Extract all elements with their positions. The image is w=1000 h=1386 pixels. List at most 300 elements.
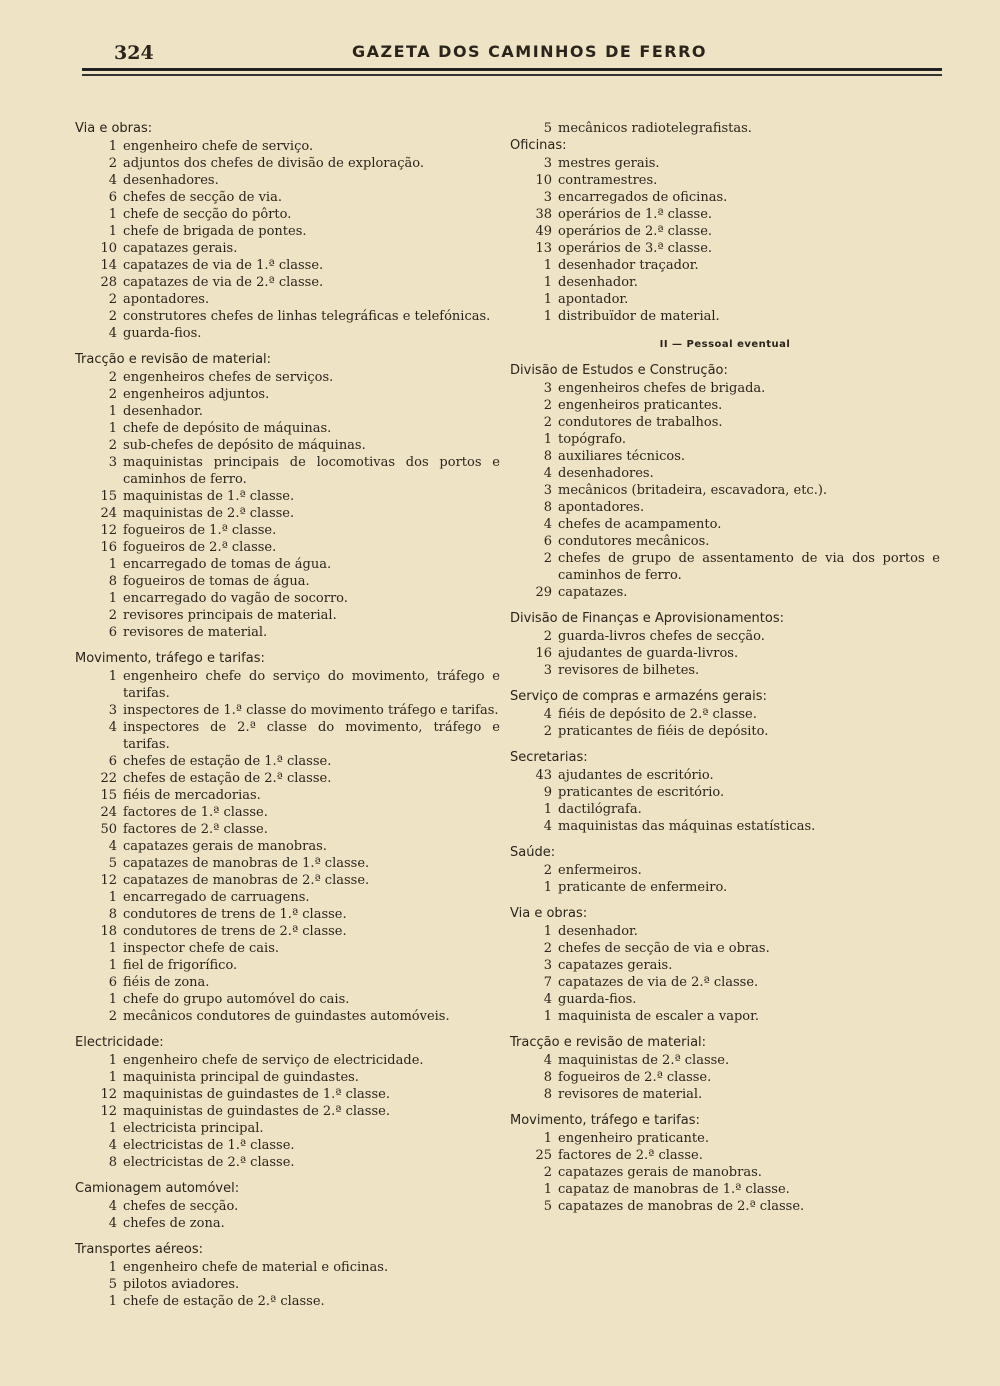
item-text: maquinista de escaler a vapor. [558,1009,760,1024]
right-column [510,120,940,1224]
section-title: Tracção e revisão de material: [510,1035,707,1050]
item-count: 8 [543,449,552,464]
item-count: 16 [100,540,117,555]
list-item [510,1198,940,1215]
list-item [510,448,940,465]
item-count: 2 [543,724,552,739]
item-count: 4 [543,992,552,1007]
list-item [75,607,500,624]
item-count: 1 [108,669,117,684]
item-text: chefes de secção. [123,1199,239,1214]
item-text: desenhador. [123,404,203,419]
list-item [75,573,500,590]
list-item [75,590,500,607]
section [510,844,940,896]
item-count: 9 [543,785,552,800]
item-count: 1 [543,924,552,939]
item-count: 38 [535,207,552,222]
list-item [510,1164,940,1181]
list-item [510,291,940,308]
section-title: Serviço de compras e armazéns gerais: [510,689,767,704]
list-item [510,1069,940,1086]
item-text: desenhador. [558,275,638,290]
list-item [75,437,500,454]
item-text: encarregados de oficinas. [558,190,728,205]
list-item [75,855,500,872]
item-count: 4 [108,720,117,735]
list-item [75,770,500,787]
list-item [75,702,500,719]
item-count: 3 [543,381,552,396]
list-item [75,906,500,923]
list-item [75,172,500,189]
section-title: Divisão de Estudos e Construção: [510,363,728,378]
list-item [510,818,940,835]
item-count: 1 [108,404,117,419]
item-text: capatazes de via de 2.ª classe. [123,275,324,290]
item-text: maquinistas principais de locomotivas dos portos e caminhos de ferro. [123,455,500,487]
item-text: capatazes gerais de manobras. [123,839,327,854]
item-text: apontadores. [123,292,210,307]
list-item [75,787,500,804]
item-count: 16 [535,646,552,661]
list-item [75,838,500,855]
item-count: 13 [535,241,552,256]
item-text: desenhador traçador. [558,258,699,273]
item-text: inspectores de 2.ª classe do movimento, tráfego e tarifas. [123,720,500,752]
list-item [75,369,500,386]
item-text: maquinistas de guindastes de 1.ª classe. [123,1087,390,1102]
list-item [510,223,940,240]
section-title: Electricidade: [75,1035,164,1050]
section-title: Oficinas: [510,138,567,153]
list-item [75,1259,500,1276]
item-count: 5 [108,856,117,871]
item-text: operários de 1.ª classe. [558,207,713,222]
section [75,650,500,1025]
staff-list [75,138,500,342]
item-count: 4 [543,707,552,722]
item-count: 4 [543,1053,552,1068]
item-text: chefe de estação de 2.ª classe. [123,1294,325,1309]
item-text: inspectores de 1.ª classe do movimento tráfego e tarifas. [123,703,499,718]
item-count: 1 [108,139,117,154]
list-item [510,662,940,679]
item-text: engenheiro chefe de serviço. [123,139,314,154]
right-top-sections [510,137,940,325]
list-item [510,431,940,448]
section-title: Via e obras: [510,906,588,921]
item-count: 1 [108,890,117,905]
item-text: maquinistas de guindastes de 2.ª classe. [123,1104,390,1119]
list-item [75,308,500,325]
item-text: revisores de material. [558,1087,703,1102]
item-text: maquinistas das máquinas estatísticas. [558,819,816,834]
item-text: guarda-fios. [558,992,637,1007]
list-item [75,291,500,308]
item-count: 1 [108,591,117,606]
list-item [75,974,500,991]
list-item [75,991,500,1008]
list-item [75,556,500,573]
item-text: enfermeiros. [558,863,642,878]
item-text: engenheiro chefe de material e oficinas. [123,1260,389,1275]
list-item [510,1052,940,1069]
section [75,120,500,342]
item-text: condutores de trabalhos. [558,415,723,430]
list-item [510,1086,940,1103]
item-count: 6 [108,190,117,205]
item-count: 3 [543,156,552,171]
list-item [75,488,500,505]
item-text: chefe de secção do pôrto. [123,207,292,222]
item-count: 2 [543,629,552,644]
list-item [510,940,940,957]
list-item [510,723,940,740]
item-count: 43 [535,768,552,783]
item-count: 2 [108,292,117,307]
item-count: 2 [108,370,117,385]
item-count: 1 [543,292,552,307]
item-count: 4 [108,1199,117,1214]
item-text: capatazes gerais. [558,958,673,973]
item-text: encarregado de tomas de água. [123,557,332,572]
item-text: maquinistas de 1.ª classe. [123,489,295,504]
list-item [510,628,940,645]
item-count: 14 [100,258,117,273]
list-item [75,872,500,889]
list-item [510,240,940,257]
item-text: electricista principal. [123,1121,264,1136]
item-text: fogueiros de 1.ª classe. [123,523,277,538]
item-count: 1 [543,275,552,290]
list-item [510,499,940,516]
item-text: mecânicos radiotelegrafistas. [558,121,752,136]
list-item [75,138,500,155]
item-text: construtores chefes de linhas telegráficas e telefónicas. [123,309,491,324]
item-count: 2 [543,398,552,413]
list-item [510,645,940,662]
item-text: fiel de frigorífico. [123,958,238,973]
item-text: chefe do grupo automóvel do cais. [123,992,350,1007]
section [510,1112,940,1215]
item-text: engenheiros adjuntos. [123,387,270,402]
item-count: 1 [108,557,117,572]
list-item [510,801,940,818]
item-count: 1 [108,1070,117,1085]
item-count: 24 [100,506,117,521]
list-item [75,257,500,274]
item-text: guarda-livros chefes de secção. [558,629,765,644]
item-text: chefes de acampamento. [558,517,722,532]
item-count: 8 [543,500,552,515]
item-count: 4 [543,819,552,834]
item-count: 1 [543,880,552,895]
item-count: 4 [543,517,552,532]
staff-list [510,380,940,601]
item-text: ajudantes de escritório. [558,768,714,783]
list-item [75,454,500,488]
list-item [510,397,940,414]
item-text: capatazes de via de 2.ª classe. [558,975,759,990]
item-text: maquinistas de 2.ª classe. [123,506,295,521]
item-count: 1 [543,309,552,324]
item-count: 1 [543,802,552,817]
list-item [75,403,500,420]
list-item [510,957,940,974]
item-count: 1 [108,958,117,973]
list-item [75,1120,500,1137]
list-item [75,1154,500,1171]
item-text: desenhador. [558,924,638,939]
item-text: engenheiros chefes de brigada. [558,381,766,396]
item-text: chefes de grupo de assentamento de via dos portos e caminhos de ferro. [558,551,940,583]
item-text: chefes de secção de via. [123,190,282,205]
item-count: 3 [543,958,552,973]
list-item [510,767,940,784]
item-count: 10 [100,241,117,256]
item-count: 4 [108,839,117,854]
item-text: condutores de trens de 1.ª classe. [123,907,347,922]
section-title: Secretarias: [510,750,588,765]
item-count: 5 [543,1199,552,1214]
list-item [75,753,500,770]
item-count: 49 [535,224,552,239]
item-count: 12 [100,523,117,538]
item-text: chefes de zona. [123,1216,225,1231]
item-text: adjuntos dos chefes de divisão de exploração. [123,156,425,171]
section [510,137,940,325]
list-item [510,1008,940,1025]
staff-list [510,628,940,679]
list-item [75,420,500,437]
continuation-item [510,120,940,137]
list-item [510,380,940,397]
item-text: chefes de secção de via e obras. [558,941,770,956]
item-text: condutores mecânicos. [558,534,710,549]
list-item [75,539,500,556]
staff-list [510,767,940,835]
item-count: 1 [108,1260,117,1275]
item-count: 15 [100,788,117,803]
header-rule [82,68,942,76]
list-item [510,155,940,172]
item-text: sub-chefes de depósito de máquinas. [123,438,366,453]
item-text: apontador. [558,292,629,307]
right-bottom-sections [510,362,940,1215]
list-item [75,505,500,522]
item-count: 1 [543,432,552,447]
item-text: praticantes de fiéis de depósito. [558,724,769,739]
item-text: capatazes de manobras de 2.ª classe. [558,1199,805,1214]
item-count: 6 [543,534,552,549]
item-count: 2 [543,1165,552,1180]
item-text: chefe de brigada de pontes. [123,224,307,239]
item-text: mestres gerais. [558,156,660,171]
section [75,1241,500,1310]
section [510,610,940,679]
item-count: 2 [543,941,552,956]
item-count: 2 [108,608,117,623]
list-item [75,206,500,223]
list-item [510,923,940,940]
list-item [510,414,940,431]
item-count: 3 [543,190,552,205]
item-text: factores de 2.ª classe. [123,822,268,837]
item-text: electricistas de 1.ª classe. [123,1138,295,1153]
item-count: 1 [543,1009,552,1024]
item-text: revisores principais de material. [123,608,337,623]
section [510,362,940,601]
item-count: 12 [100,1087,117,1102]
item-count: 2 [108,438,117,453]
section-subheading: II — Pessoal eventual [659,339,791,350]
item-text: factores de 1.ª classe. [123,805,268,820]
item-count: 1 [108,992,117,1007]
item-count: 4 [108,1216,117,1231]
item-text: fiéis de zona. [123,975,210,990]
page-header [82,40,942,80]
item-text: mecânicos (britadeira, escavadora, etc.). [558,483,828,498]
item-text: desenhadores. [123,173,219,188]
item-text: fogueiros de 2.ª classe. [558,1070,712,1085]
journal-title: GAZETA DOS CAMINHOS DE FERRO [352,42,708,61]
item-text: ajudantes de guarda-livros. [558,646,739,661]
section-title: Camionagem automóvel: [75,1181,240,1196]
item-count: 1 [108,941,117,956]
item-text: engenheiro chefe do serviço do movimento, tráfego e tarifas. [123,669,500,701]
list-item [510,1130,940,1147]
item-count: 2 [543,863,552,878]
item-count: 4 [543,466,552,481]
item-text: capatazes de manobras de 1.ª classe. [123,856,370,871]
item-count: 6 [108,625,117,640]
item-count: 1 [543,1131,552,1146]
list-item [75,889,500,906]
item-text: capataz de manobras de 1.ª classe. [558,1182,790,1197]
staff-list [510,706,940,740]
item-text: auxiliares técnicos. [558,449,686,464]
item-text: engenheiro praticante. [558,1131,709,1146]
item-text: encarregado do vagão de socorro. [123,591,348,606]
item-text: engenheiros praticantes. [558,398,723,413]
list-item [75,923,500,940]
item-count: 2 [108,387,117,402]
list-item [510,1147,940,1164]
item-text: engenheiros chefes de serviços. [123,370,334,385]
list-item [510,784,940,801]
list-item [510,584,940,601]
list-item [510,1181,940,1198]
item-count: 1 [108,421,117,436]
item-count: 10 [535,173,552,188]
item-text: encarregado de carruagens. [123,890,310,905]
list-item [510,516,940,533]
page-number: 324 [114,42,154,64]
list-item [75,1198,500,1215]
item-text: apontadores. [558,500,645,515]
item-count: 18 [100,924,117,939]
item-text: fogueiros de 2.ª classe. [123,540,277,555]
list-item [75,189,500,206]
item-count: 4 [108,326,117,341]
item-text: topógrafo. [558,432,627,447]
list-item [510,189,940,206]
list-item [510,274,940,291]
list-item [510,172,940,189]
list-item [75,1052,500,1069]
list-item [75,223,500,240]
item-count: 6 [108,754,117,769]
list-item [75,240,500,257]
staff-list [75,1052,500,1171]
item-text: electricistas de 2.ª classe. [123,1155,295,1170]
staff-list [510,862,940,896]
staff-list [510,155,940,325]
staff-list [510,1052,940,1103]
item-text: chefes de estação de 1.ª classe. [123,754,332,769]
item-count: 8 [108,1155,117,1170]
item-text: operários de 2.ª classe. [558,224,713,239]
list-item [75,1086,500,1103]
item-count: 5 [108,1277,117,1292]
item-text: praticantes de escritório. [558,785,725,800]
item-count: 2 [108,1009,117,1024]
list-item [510,991,940,1008]
list-item [75,668,500,702]
item-text: revisores de material. [123,625,268,640]
item-text: fiéis de depósito de 2.ª classe. [558,707,757,722]
section [510,905,940,1025]
list-item [75,1069,500,1086]
list-item [75,386,500,403]
section [75,1180,500,1232]
item-count: 12 [100,873,117,888]
item-count: 7 [543,975,552,990]
list-item [75,1137,500,1154]
list-item [75,274,500,291]
item-count: 8 [108,574,117,589]
item-count: 25 [535,1148,552,1163]
item-count: 1 [543,1182,552,1197]
item-text: chefe de depósito de máquinas. [123,421,332,436]
section-title: Movimento, tráfego e tarifas: [510,1113,700,1128]
item-count: 15 [100,489,117,504]
list-item [510,465,940,482]
item-count: 1 [108,207,117,222]
staff-list [510,1130,940,1215]
list-item [75,957,500,974]
list-item [510,206,940,223]
section [75,1034,500,1171]
item-count: 50 [100,822,117,837]
section [75,351,500,641]
list-item [510,482,940,499]
list-item [75,804,500,821]
list-item [75,325,500,342]
item-count: 1 [108,1053,117,1068]
item-text: chefes de estação de 2.ª classe. [123,771,332,786]
section-title: Transportes aéreos: [75,1242,204,1257]
section [510,1034,940,1103]
item-text: distribuïdor de material. [558,309,720,324]
item-count: 24 [100,805,117,820]
list-item [75,1103,500,1120]
section [510,688,940,740]
item-count: 2 [108,156,117,171]
item-count: 3 [543,483,552,498]
staff-list [75,1198,500,1232]
